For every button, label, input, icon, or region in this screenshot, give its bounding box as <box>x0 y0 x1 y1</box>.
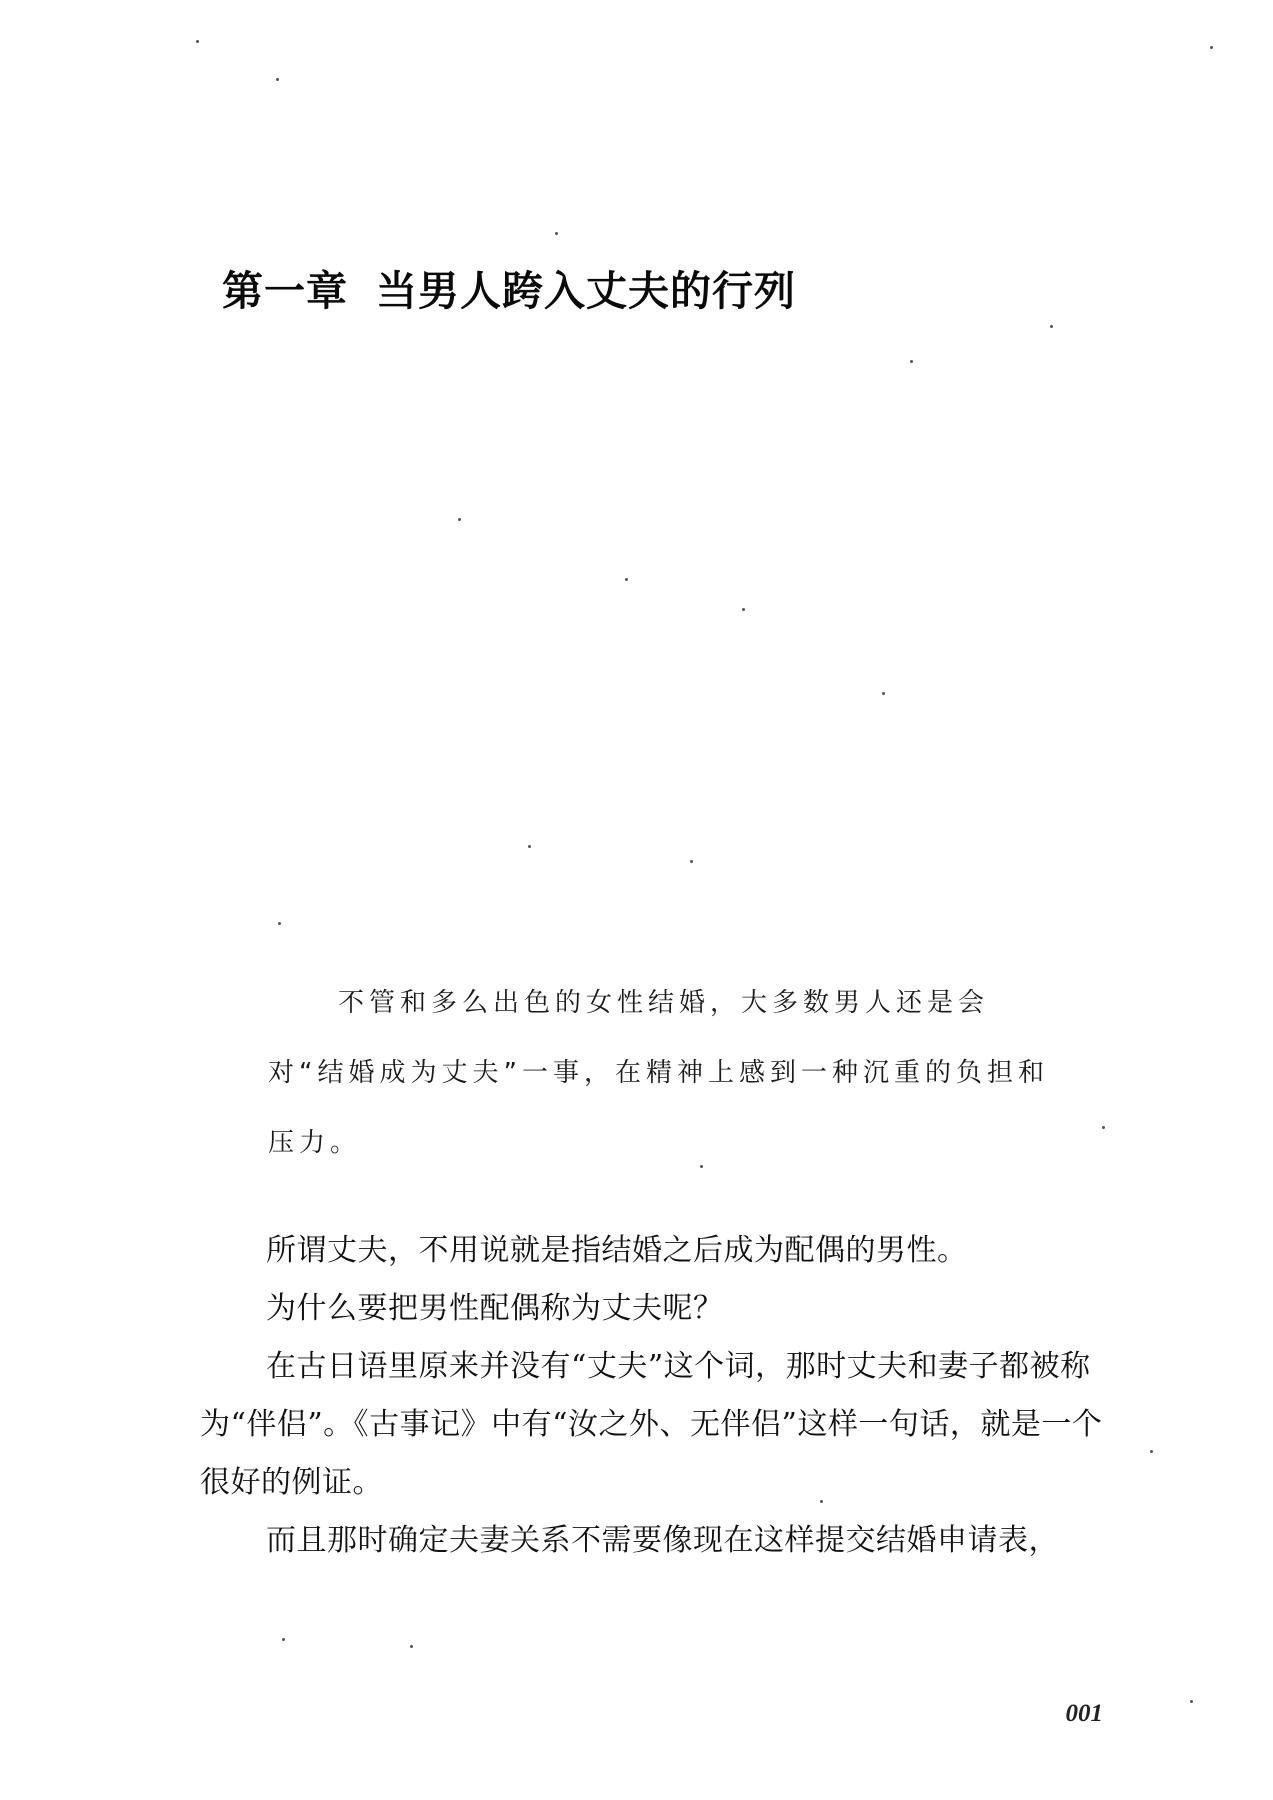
scan-speck <box>700 1165 703 1168</box>
chapter-title: 当男人跨入丈夫的行列 <box>376 267 796 315</box>
scan-speck <box>458 518 461 521</box>
scan-speck <box>1050 325 1053 328</box>
paragraph: 为什么要把男性配偶称为丈夫呢？ <box>266 1291 724 1326</box>
paragraph: 而且那时确定夫妻关系不需要像现在这样提交结婚申请表， <box>266 1523 1059 1558</box>
scan-speck <box>410 1645 413 1648</box>
scan-speck <box>1190 1700 1193 1703</box>
scan-speck <box>282 1638 285 1641</box>
scan-speck <box>742 608 745 611</box>
scan-speck <box>690 860 693 863</box>
scan-speck <box>882 692 885 695</box>
scan-speck <box>555 232 558 235</box>
page-number: 001 <box>1065 1700 1103 1727</box>
scan-speck <box>1150 1450 1153 1453</box>
scan-speck <box>1210 46 1213 49</box>
paragraph: 所谓丈夫，不用说就是指结婚之后成为配偶的男性。 <box>266 1233 968 1268</box>
paragraph: 在古日语里原来并没有“丈夫”这个词，那时丈夫和妻子都被称为“伴侣”。《古事记》中有“汝之外、无伴侣”这样一句话，就是一个很好的例证。 <box>200 1349 1103 1500</box>
scan-speck <box>196 40 199 43</box>
body-text <box>200 1222 1110 1570</box>
chapter-heading <box>222 258 796 317</box>
chapter-number: 第一章 <box>222 267 348 315</box>
scan-speck <box>910 360 913 363</box>
scan-speck <box>820 1500 823 1503</box>
chapter-epigraph <box>268 968 1058 1178</box>
scan-speck <box>528 845 531 848</box>
scan-speck <box>625 578 628 581</box>
scan-speck <box>1102 1126 1105 1129</box>
epigraph-text: 不管和多么出色的女性结婚，大多数男人还是会对“结婚成为丈夫”一事，在精神上感到一种沉重的负担和压力。 <box>268 988 1049 1158</box>
scan-speck <box>276 78 279 81</box>
scan-speck <box>278 922 281 925</box>
